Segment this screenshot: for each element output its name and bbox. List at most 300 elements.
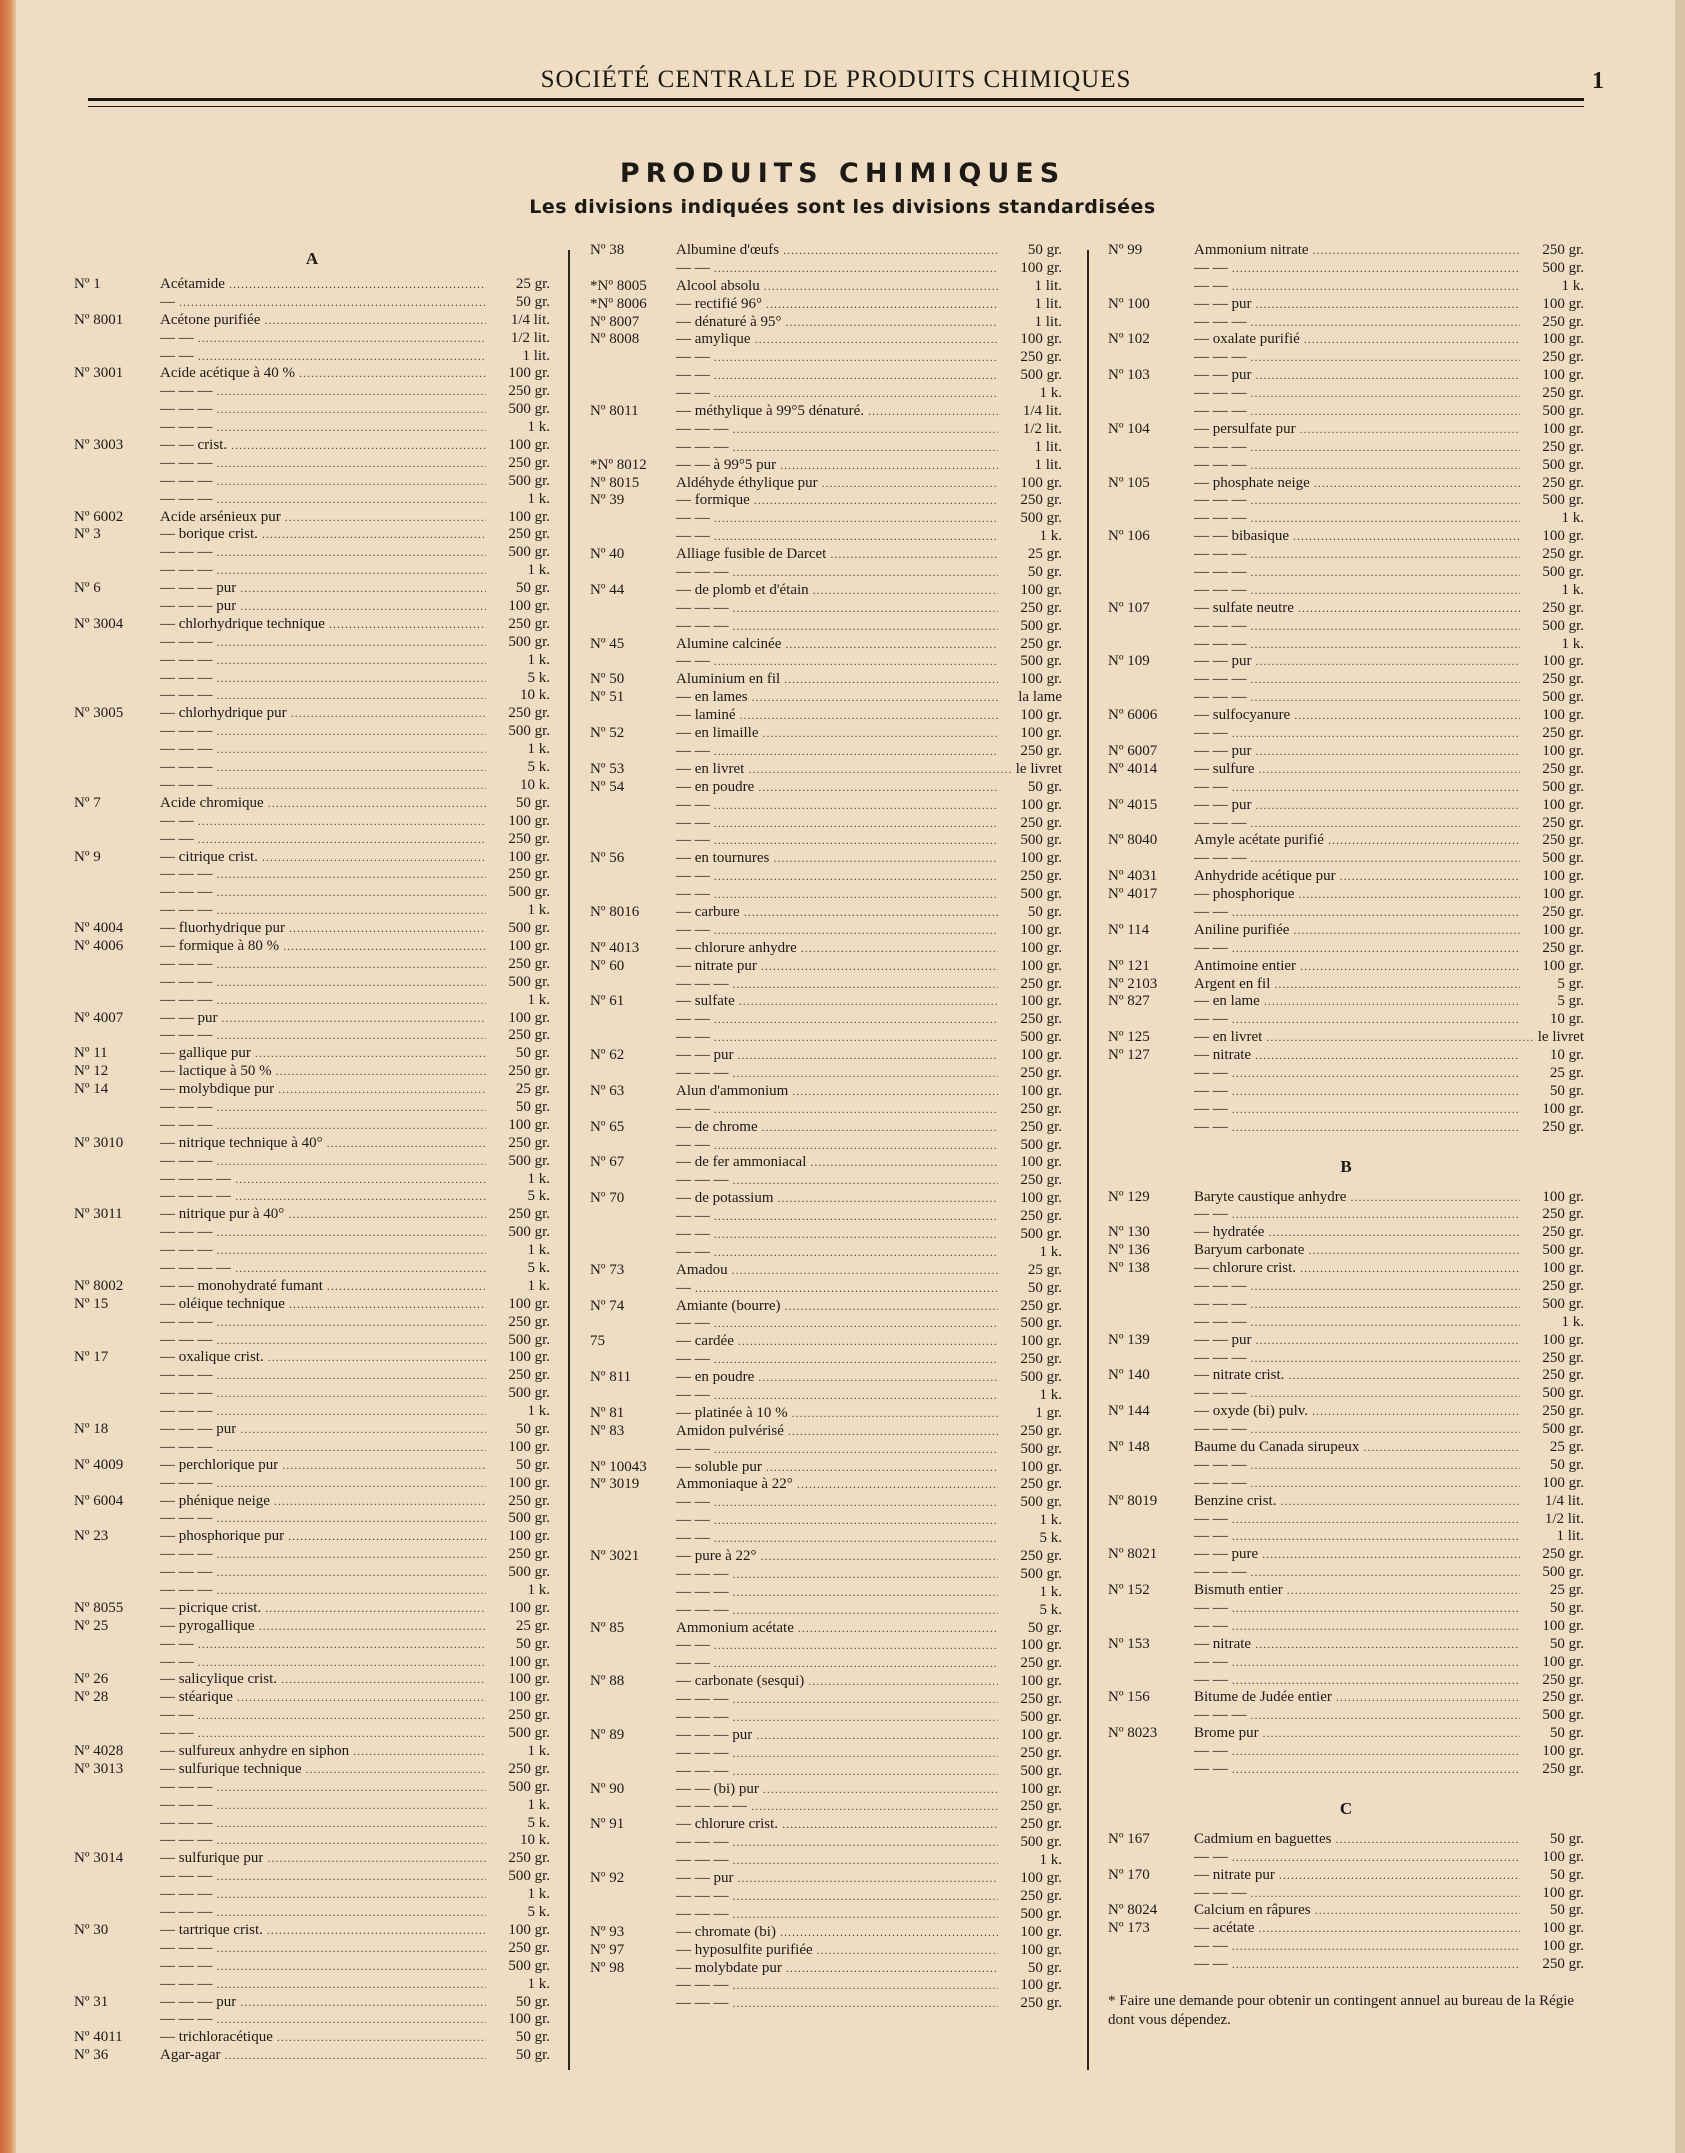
product-quantity: 1 k. xyxy=(527,1277,550,1294)
dot-leader xyxy=(748,761,1011,779)
dot-leader xyxy=(733,1977,999,1995)
product-number: Nº 3005 xyxy=(74,705,124,722)
product-name: — — xyxy=(676,1100,710,1117)
product-name: — — — xyxy=(1194,850,1247,867)
product-row xyxy=(590,349,1062,367)
product-name: — — pure xyxy=(1194,1546,1259,1563)
dot-leader xyxy=(1293,528,1520,546)
product-number: Nº 144 xyxy=(1108,1403,1150,1420)
dot-leader xyxy=(780,457,998,475)
product-name: — — — xyxy=(160,1224,213,1241)
product-name: Acétamide xyxy=(160,276,225,292)
dot-leader xyxy=(1287,1582,1520,1600)
product-name: — de plomb et d'étain xyxy=(676,581,809,598)
dot-leader xyxy=(733,564,999,582)
product-name: — picrique crist. xyxy=(160,1599,262,1616)
product-number: Nº 8015 xyxy=(590,474,640,491)
product-number: *Nº 8012 xyxy=(590,456,647,473)
product-number: Nº 63 xyxy=(590,1082,625,1099)
product-name: — — — xyxy=(160,401,213,418)
product-quantity: 250 gr. xyxy=(508,1063,550,1080)
product-quantity: 250 gr. xyxy=(508,1939,550,1956)
dot-leader xyxy=(262,526,486,544)
product-quantity: 50 gr. xyxy=(515,1635,550,1652)
product-name: — — — — xyxy=(160,1188,232,1205)
product-number: Nº 8021 xyxy=(1108,1546,1158,1563)
product-row xyxy=(590,1315,1062,1333)
product-number: Nº 4015 xyxy=(1108,796,1158,813)
product-quantity: 1 k. xyxy=(527,1582,550,1599)
dot-leader xyxy=(217,1332,487,1350)
dot-leader xyxy=(1294,707,1520,725)
dot-leader xyxy=(714,1029,998,1047)
product-quantity: 1 k. xyxy=(527,1743,550,1760)
dot-leader xyxy=(179,294,486,312)
product-quantity: 1 k. xyxy=(527,1886,550,1903)
dot-leader xyxy=(198,1707,486,1725)
product-row xyxy=(74,974,550,992)
product-name: — — xyxy=(1194,1617,1228,1634)
product-row xyxy=(74,1958,550,1976)
dot-leader xyxy=(1232,1618,1520,1636)
product-row xyxy=(74,1797,550,1815)
product-quantity: 100 gr. xyxy=(1542,295,1584,312)
product-quantity: 1 k. xyxy=(1039,1512,1062,1529)
product-row xyxy=(1108,564,1584,582)
product-number: Nº 60 xyxy=(590,957,625,974)
product-quantity: 100 gr. xyxy=(1020,1673,1062,1690)
product-name: — — xyxy=(160,812,194,829)
dot-leader xyxy=(695,1280,998,1298)
dot-leader xyxy=(1232,1065,1520,1083)
product-quantity: 250 gr. xyxy=(1542,1671,1584,1688)
product-name: — — xyxy=(1194,1528,1228,1545)
product-quantity: 250 gr. xyxy=(1020,1118,1062,1135)
product-name: — — — xyxy=(676,420,729,437)
product-row xyxy=(590,689,1062,707)
product-row xyxy=(1108,1600,1584,1618)
dot-leader xyxy=(198,831,486,849)
product-row xyxy=(74,1027,550,1045)
product-quantity: 500 gr. xyxy=(1020,886,1062,903)
product-row xyxy=(74,1761,550,1779)
product-name: — — xyxy=(676,814,710,831)
product-quantity: 100 gr. xyxy=(1020,1333,1062,1350)
dot-leader xyxy=(289,1296,486,1314)
product-row xyxy=(590,653,1062,671)
product-row xyxy=(1108,1242,1584,1260)
dot-leader xyxy=(1251,457,1521,475)
product-name: — — — xyxy=(160,1546,213,1563)
product-row xyxy=(1108,636,1584,654)
product-name: — en poudre xyxy=(676,778,755,795)
product-row xyxy=(590,296,1062,314)
product-name: Acide chromique xyxy=(160,794,264,811)
catalog-column-3 xyxy=(1108,242,1584,2030)
product-row xyxy=(74,1045,550,1063)
product-row xyxy=(1108,475,1584,493)
product-number: Nº 4014 xyxy=(1108,760,1158,777)
product-row xyxy=(1108,314,1584,332)
product-quantity: 1 lit. xyxy=(522,347,550,364)
product-quantity: 100 gr. xyxy=(1020,671,1062,688)
product-name: Baume du Canada sirupeux xyxy=(1194,1439,1360,1455)
dot-leader xyxy=(868,403,998,421)
product-name: — — xyxy=(676,868,710,885)
product-quantity: 1 k. xyxy=(1561,510,1584,527)
product-name: — — — xyxy=(160,759,213,776)
product-number: Nº 4028 xyxy=(74,1743,124,1760)
product-number: Nº 8007 xyxy=(590,313,640,330)
dot-leader xyxy=(1251,1707,1521,1725)
product-row xyxy=(590,868,1062,886)
dot-leader xyxy=(217,473,487,491)
product-row xyxy=(590,671,1062,689)
product-name: Acide acétique à 40 % xyxy=(160,365,295,382)
dot-leader xyxy=(1279,1867,1520,1885)
product-name: — — — xyxy=(160,741,213,758)
product-quantity: 100 gr. xyxy=(508,937,550,954)
product-row xyxy=(590,278,1062,296)
dot-leader xyxy=(217,884,487,902)
product-quantity: 50 gr. xyxy=(1027,903,1062,920)
dot-leader xyxy=(778,1190,999,1208)
product-quantity: 250 gr. xyxy=(1542,474,1584,491)
product-number: Nº 36 xyxy=(74,2047,109,2064)
product-name: — formique xyxy=(676,492,750,509)
dot-leader xyxy=(714,743,998,761)
product-name: — — — xyxy=(1194,1884,1247,1901)
product-quantity: 50 gr. xyxy=(1549,1902,1584,1919)
product-quantity: 1 k. xyxy=(527,902,550,919)
product-quantity: 100 gr. xyxy=(1020,725,1062,742)
dot-leader xyxy=(817,1942,998,1960)
dot-leader xyxy=(1251,815,1521,833)
dot-leader xyxy=(217,1510,487,1528)
dot-leader xyxy=(1258,761,1520,779)
product-row xyxy=(590,725,1062,743)
product-number: Nº 4013 xyxy=(590,939,640,956)
product-name: — — — xyxy=(160,1886,213,1903)
dot-leader xyxy=(1256,653,1521,671)
product-row xyxy=(74,419,550,437)
product-quantity: 500 gr. xyxy=(1542,617,1584,634)
dot-leader xyxy=(714,510,998,528)
product-quantity: 100 gr. xyxy=(1020,993,1062,1010)
product-quantity: 250 gr. xyxy=(1542,1546,1584,1563)
product-row xyxy=(590,1244,1062,1262)
product-number: Nº 107 xyxy=(1108,599,1150,616)
product-quantity: 5 k. xyxy=(527,1188,550,1205)
product-name: — — xyxy=(676,1494,710,1511)
product-name: — en tournures xyxy=(676,850,770,867)
product-quantity: 250 gr. xyxy=(1020,1816,1062,1833)
product-quantity: 250 gr. xyxy=(1020,868,1062,885)
product-number: Nº 90 xyxy=(590,1780,625,1797)
product-quantity: 250 gr. xyxy=(1020,492,1062,509)
product-row xyxy=(590,1870,1062,1888)
product-quantity: 50 gr. xyxy=(1027,1959,1062,1976)
header-rule-thin xyxy=(88,106,1584,107)
product-quantity: 1 k. xyxy=(527,1975,550,1992)
product-name: — oxalate purifié xyxy=(1194,331,1300,348)
dot-leader xyxy=(1251,1296,1521,1314)
product-name: — — xyxy=(1194,1743,1228,1760)
dot-leader xyxy=(217,1886,487,1904)
product-row xyxy=(1108,689,1584,707)
product-quantity: 100 gr. xyxy=(1542,1474,1584,1491)
product-quantity: 100 gr. xyxy=(1020,1154,1062,1171)
product-quantity: 250 gr. xyxy=(508,454,550,471)
product-name: — — crist. xyxy=(160,437,228,454)
product-row xyxy=(74,1636,550,1654)
product-quantity: 250 gr. xyxy=(1542,832,1584,849)
product-quantity: 500 gr. xyxy=(508,723,550,740)
product-quantity: 100 gr. xyxy=(508,1009,550,1026)
dot-leader xyxy=(714,868,998,886)
product-name: — — — xyxy=(160,776,213,793)
dot-leader xyxy=(714,653,998,671)
dot-leader xyxy=(733,1172,999,1190)
dot-leader xyxy=(762,1119,998,1137)
product-quantity: 250 gr. xyxy=(508,830,550,847)
product-number: Nº 31 xyxy=(74,1993,109,2010)
product-name: — oxyde (bi) pulv. xyxy=(1194,1403,1309,1420)
product-row xyxy=(1108,1314,1584,1332)
product-number: Nº 8023 xyxy=(1108,1725,1158,1742)
product-name: — nitrique pur à 40° xyxy=(160,1206,285,1223)
product-quantity: 100 gr. xyxy=(508,1474,550,1491)
product-name: — — (bi) pur xyxy=(676,1780,759,1797)
product-row xyxy=(74,1188,550,1206)
product-name: — — — xyxy=(1194,1564,1247,1581)
product-quantity: 250 gr. xyxy=(1020,1011,1062,1028)
product-row xyxy=(74,1314,550,1332)
product-row xyxy=(74,294,550,312)
product-name: — carbonate (sesqui) xyxy=(676,1673,805,1690)
product-name: — — — xyxy=(160,1957,213,1974)
product-name: — — xyxy=(676,1655,710,1672)
column-divider xyxy=(568,250,570,2070)
product-row xyxy=(1108,260,1584,278)
product-name: — — xyxy=(160,329,194,346)
product-number: Nº 105 xyxy=(1108,474,1150,491)
product-name: — nitrate xyxy=(1194,1047,1252,1064)
dot-leader xyxy=(217,723,487,741)
product-quantity: 500 gr. xyxy=(1020,617,1062,634)
product-row xyxy=(1108,1743,1584,1761)
product-number: Nº 152 xyxy=(1108,1582,1150,1599)
dot-leader xyxy=(240,1994,486,2012)
product-row xyxy=(1108,385,1584,403)
product-name: — — — — xyxy=(676,1798,748,1815)
product-name: — — pur xyxy=(160,1009,218,1026)
product-number: Nº 6002 xyxy=(74,508,124,525)
product-name: — rectifié 96° xyxy=(676,295,762,312)
product-name: — — — pur xyxy=(160,580,237,597)
dot-leader xyxy=(1251,439,1521,457)
product-row xyxy=(590,1763,1062,1781)
product-quantity: 250 gr. xyxy=(1542,438,1584,455)
product-row xyxy=(590,707,1062,725)
page-subtitle: Les divisions indiquées sont les divisions standardisées xyxy=(529,196,1156,218)
product-number: Nº 3 xyxy=(74,526,101,543)
dot-leader xyxy=(733,1709,999,1727)
product-quantity: 1 lit. xyxy=(1034,313,1062,330)
dot-leader xyxy=(786,314,998,332)
product-number: Nº 8024 xyxy=(1108,1902,1158,1919)
product-name: Ammonium acétate xyxy=(676,1619,794,1636)
dot-leader xyxy=(1251,349,1521,367)
product-quantity: 5 k. xyxy=(1039,1530,1062,1547)
product-number: Nº 97 xyxy=(590,1941,625,1958)
section-letter: C xyxy=(1339,1798,1353,1818)
product-name: — — — xyxy=(1194,510,1247,527)
product-quantity: 500 gr. xyxy=(1020,1029,1062,1046)
product-quantity: 100 gr. xyxy=(1542,1884,1584,1901)
product-quantity: 100 gr. xyxy=(1020,850,1062,867)
product-row xyxy=(590,1226,1062,1244)
product-name: — — — xyxy=(160,1116,213,1133)
product-name: — sulfure xyxy=(1194,760,1255,777)
product-name: — en limaille xyxy=(676,725,759,742)
product-number: Nº 15 xyxy=(74,1295,109,1312)
product-row xyxy=(74,1403,550,1421)
dot-leader xyxy=(1232,260,1520,278)
dot-leader xyxy=(830,546,998,564)
dot-leader xyxy=(217,1904,487,1922)
product-row xyxy=(74,902,550,920)
product-quantity: 250 gr. xyxy=(508,1707,550,1724)
product-quantity: 10 k. xyxy=(520,776,550,793)
product-row xyxy=(1108,439,1584,457)
product-name: — — — xyxy=(676,1977,729,1994)
product-quantity: 500 gr. xyxy=(508,544,550,561)
dot-leader xyxy=(798,1620,998,1638)
dot-leader xyxy=(1251,564,1521,582)
product-number: Nº 18 xyxy=(74,1421,109,1437)
product-name: — — bibasique xyxy=(1194,528,1289,545)
product-name: — — — xyxy=(676,1762,729,1779)
dot-leader xyxy=(217,419,487,437)
product-row xyxy=(590,1548,1062,1566)
product-row xyxy=(590,976,1062,994)
product-row xyxy=(74,1510,550,1528)
product-row xyxy=(74,1457,550,1475)
product-name: — — xyxy=(676,1351,710,1368)
product-row xyxy=(590,1333,1062,1351)
dot-leader xyxy=(217,2011,487,2029)
dot-leader xyxy=(217,1564,487,1582)
product-name: — — pur xyxy=(1194,742,1252,759)
product-name: — — — pur xyxy=(676,1726,753,1743)
product-quantity: 500 gr. xyxy=(1020,653,1062,670)
product-name: — oléique technique xyxy=(160,1295,285,1312)
product-name: — — xyxy=(676,510,710,527)
dot-leader xyxy=(1232,1528,1520,1546)
product-name: — — — xyxy=(160,723,213,740)
product-row xyxy=(74,849,550,867)
product-row xyxy=(590,1745,1062,1763)
product-number: Nº 8019 xyxy=(1108,1492,1158,1509)
dot-leader xyxy=(1232,278,1520,296)
dot-leader xyxy=(714,797,998,815)
product-number: Nº 130 xyxy=(1108,1224,1150,1241)
product-row xyxy=(1108,1885,1584,1903)
product-name: — — — xyxy=(1194,1456,1247,1473)
product-row xyxy=(74,544,550,562)
product-row xyxy=(590,314,1062,332)
product-name: — — xyxy=(676,1530,710,1547)
dot-leader xyxy=(1251,1314,1521,1332)
dot-leader xyxy=(1266,1029,1533,1047)
product-number: Nº 88 xyxy=(590,1673,625,1690)
dot-leader xyxy=(714,1226,998,1244)
dot-leader xyxy=(1288,1367,1520,1385)
product-number: Nº 26 xyxy=(74,1671,109,1688)
product-row xyxy=(1108,1457,1584,1475)
dot-leader xyxy=(1232,1011,1520,1029)
dot-leader xyxy=(1251,1475,1521,1493)
product-row xyxy=(74,1349,550,1367)
product-name: — — — xyxy=(160,1438,213,1455)
product-row xyxy=(1108,815,1584,833)
product-name: — — — xyxy=(160,1796,213,1813)
dot-leader xyxy=(1232,1761,1520,1779)
product-row xyxy=(1108,1350,1584,1368)
product-quantity: 100 gr. xyxy=(1542,1938,1584,1955)
product-name: — hyposulfite purifiée xyxy=(676,1941,813,1958)
dot-leader xyxy=(810,1154,998,1172)
product-name: — — — xyxy=(1194,617,1247,634)
product-row xyxy=(590,331,1062,349)
product-row xyxy=(74,1153,550,1171)
dot-leader xyxy=(785,1298,998,1316)
product-name: — — pur xyxy=(676,1047,734,1064)
product-number: Nº 91 xyxy=(590,1816,625,1833)
product-name: — de chrome xyxy=(676,1118,758,1135)
dot-leader xyxy=(1298,600,1520,618)
product-name: — — — xyxy=(676,975,729,992)
product-row xyxy=(74,1439,550,1457)
product-row xyxy=(590,761,1062,779)
product-quantity: 500 gr. xyxy=(1542,850,1584,867)
product-name: Anhydride acétique pur xyxy=(1194,868,1336,885)
product-row xyxy=(1108,653,1584,671)
product-number: Nº 156 xyxy=(1108,1689,1150,1706)
dot-leader xyxy=(1232,1849,1520,1867)
dot-leader xyxy=(808,1673,998,1691)
product-quantity: 50 gr. xyxy=(515,1421,550,1437)
dot-leader xyxy=(813,582,998,600)
company-name: SOCIÉTÉ CENTRALE DE PRODUITS CHIMIQUES xyxy=(540,66,1132,93)
dot-leader xyxy=(1315,1902,1520,1920)
product-row xyxy=(1108,1083,1584,1101)
product-row xyxy=(590,636,1062,654)
product-name: Baryum carbonate xyxy=(1194,1242,1305,1259)
product-name: — cardée xyxy=(676,1333,734,1350)
product-number: Nº 167 xyxy=(1108,1830,1150,1847)
product-quantity: 50 gr. xyxy=(515,2029,550,2046)
product-row xyxy=(1108,1528,1584,1546)
product-row xyxy=(1108,296,1584,314)
dot-leader xyxy=(235,1260,486,1278)
product-quantity: 250 gr. xyxy=(1542,903,1584,920)
product-name: Acétone purifiée xyxy=(160,311,261,328)
product-quantity: 100 gr. xyxy=(1020,1082,1062,1099)
product-name: Alliage fusible de Darcet xyxy=(676,546,827,563)
product-name: — — xyxy=(1194,1938,1228,1955)
